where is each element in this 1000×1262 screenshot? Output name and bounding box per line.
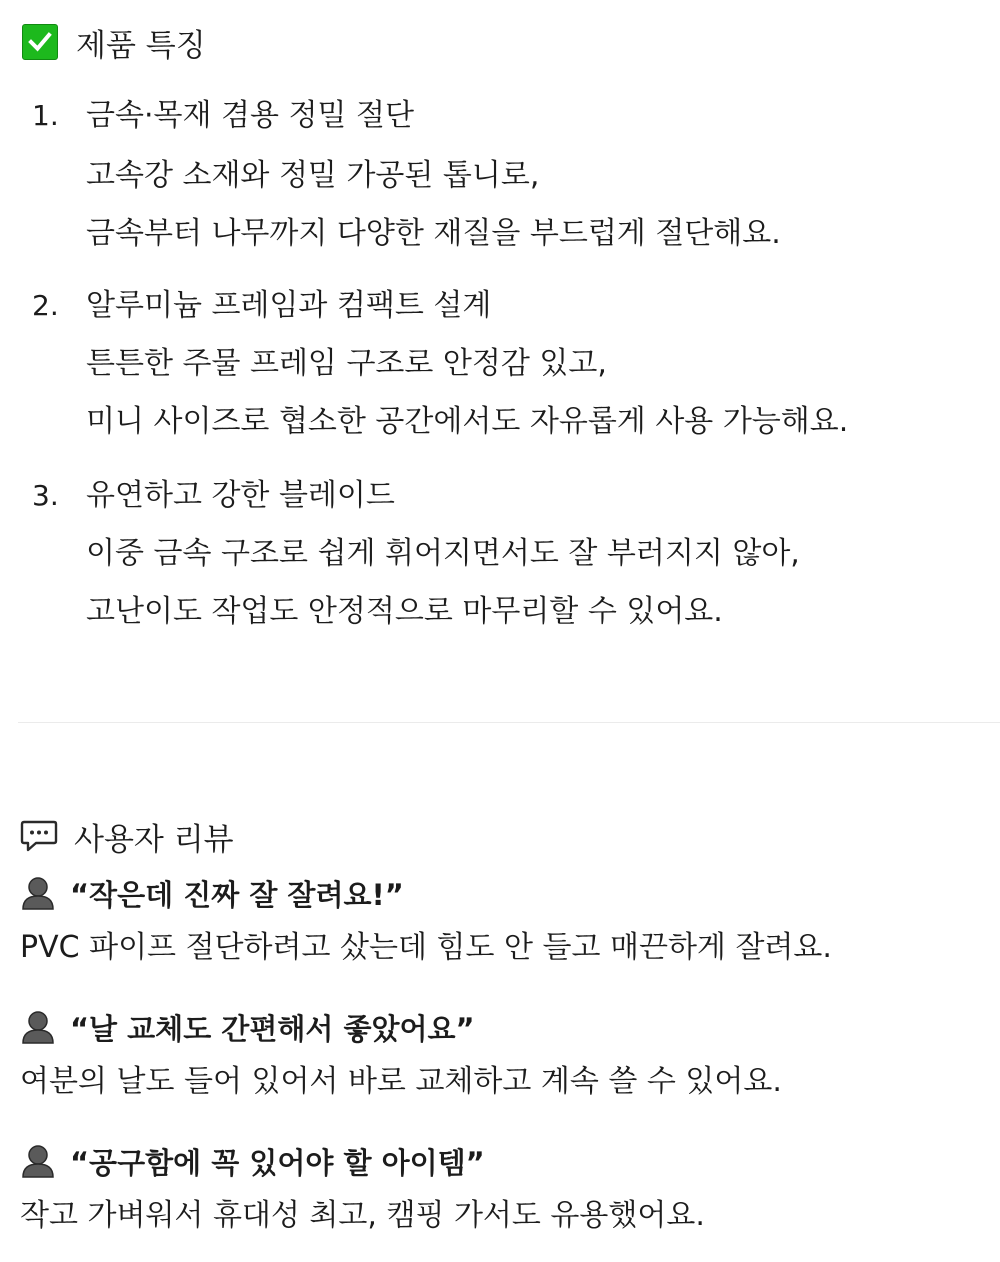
features-heading-text: 제품 특징 (76, 27, 206, 64)
feature-description-line: 이중 금속 구조로 쉽게 휘어지면서도 잘 부러지지 않아, (86, 536, 800, 571)
review-title: “날 교체도 간편해서 좋았어요” (70, 1011, 475, 1046)
speech-bubble-icon (20, 819, 58, 853)
feature-title: 유연하고 강한 블레이드 (86, 478, 395, 513)
feature-description-line: 미니 사이즈로 협소한 공간에서도 자유롭게 사용 가능해요. (86, 404, 849, 439)
user-silhouette-icon (20, 1143, 56, 1179)
feature-number: 3. (32, 479, 59, 512)
check-mark-icon (22, 24, 58, 60)
feature-description-line: 튼튼한 주물 프레임 구조로 안정감 있고, (86, 346, 607, 381)
user-silhouette-icon (20, 875, 56, 911)
feature-description-line: 고난이도 작업도 안정적으로 마무리할 수 있어요. (86, 594, 723, 629)
review-body: 여분의 날도 들어 있어서 바로 교체하고 계속 쓸 수 있어요. (20, 1064, 782, 1099)
review-title: “작은데 진짜 잘 잘려요!” (70, 877, 404, 912)
reviews-heading (20, 814, 234, 858)
review-title-row (20, 1140, 485, 1182)
review-body: PVC 파이프 절단하려고 샀는데 힘도 안 들고 매끈하게 잘려요. (20, 930, 832, 965)
section-divider (18, 722, 1000, 723)
user-silhouette-icon (20, 1009, 56, 1045)
feature-description-line: 금속부터 나무까지 다양한 재질을 부드럽게 절단해요. (86, 216, 781, 251)
feature-number: 1. (32, 99, 59, 132)
features-heading (22, 20, 206, 64)
feature-title: 알루미늄 프레임과 컴팩트 설계 (86, 288, 492, 323)
reviews-heading-text: 사용자 리뷰 (74, 821, 234, 858)
feature-number: 2. (32, 289, 59, 322)
feature-title: 금속·목재 겸용 정밀 절단 (86, 98, 414, 133)
review-title: “공구함에 꼭 있어야 할 아이템” (70, 1145, 485, 1180)
review-body: 작고 가벼워서 휴대성 최고, 캠핑 가서도 유용했어요. (20, 1198, 705, 1233)
feature-description-line: 고속강 소재와 정밀 가공된 톱니로, (86, 158, 540, 193)
review-title-row (20, 872, 404, 914)
review-title-row (20, 1006, 475, 1048)
